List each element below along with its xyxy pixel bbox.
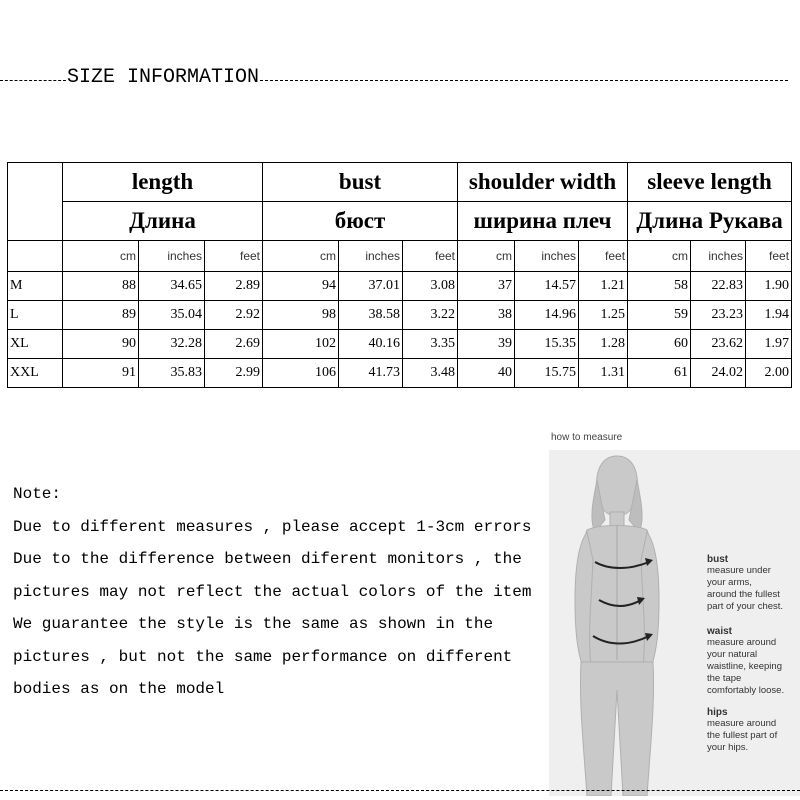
value-cell: 14.57 [515, 272, 579, 301]
value-cell: 32.28 [139, 330, 205, 359]
value-cell: 15.35 [515, 330, 579, 359]
unit-inches: inches [339, 241, 403, 272]
value-cell: 3.22 [403, 301, 458, 330]
waist-desc-line: your natural [707, 649, 758, 660]
group-shoulder-ru: ширина плеч [458, 202, 628, 241]
value-cell: 37 [458, 272, 515, 301]
value-cell: 35.04 [139, 301, 205, 330]
bust-title: bust [707, 554, 729, 565]
waist-title: waist [707, 626, 733, 637]
value-cell: 2.99 [205, 359, 263, 388]
group-length-ru: Длина [63, 202, 263, 241]
unit-feet: feet [746, 241, 792, 272]
value-cell: 1.21 [579, 272, 628, 301]
bust-desc-line: part of your chest. [707, 601, 784, 612]
note-line: pictures , but not the same performance on different [13, 647, 513, 666]
value-cell: 1.25 [579, 301, 628, 330]
value-cell: 3.48 [403, 359, 458, 388]
unit-inches: inches [691, 241, 746, 272]
unit-corner [8, 241, 63, 272]
table-row [8, 272, 792, 301]
group-bust-en: bust [263, 163, 458, 202]
legs-icon [580, 662, 653, 796]
group-bust-ru: бюст [263, 202, 458, 241]
waist-instruction [707, 626, 799, 697]
value-cell: 3.35 [403, 330, 458, 359]
value-cell: 2.89 [205, 272, 263, 301]
how-to-measure-panel [549, 450, 800, 796]
hips-desc-line: your hips. [707, 742, 749, 753]
value-cell: 1.31 [579, 359, 628, 388]
header-dash-right [260, 64, 788, 81]
value-cell: 2.69 [205, 330, 263, 359]
waist-desc-line: measure around [707, 637, 777, 648]
size-label-cell: L [8, 301, 63, 330]
value-cell: 1.94 [746, 301, 792, 330]
unit-cm: cm [263, 241, 339, 272]
value-cell: 2.92 [205, 301, 263, 330]
note-heading: Note: [13, 485, 62, 503]
size-label-cell: XL [8, 330, 63, 359]
waist-desc-line: the tape [707, 673, 742, 684]
value-cell: 91 [63, 359, 139, 388]
size-label-cell: M [8, 272, 63, 301]
corner-cell [8, 163, 63, 241]
value-cell: 90 [63, 330, 139, 359]
bust-desc-line: measure under [707, 565, 771, 576]
size-label-cell: XXL [8, 359, 63, 388]
value-cell: 15.75 [515, 359, 579, 388]
unit-inches: inches [515, 241, 579, 272]
note-line: bodies as on the model [13, 680, 225, 698]
group-shoulder-en: shoulder width [458, 163, 628, 202]
value-cell: 3.08 [403, 272, 458, 301]
value-cell: 39 [458, 330, 515, 359]
value-cell: 23.23 [691, 301, 746, 330]
value-cell: 34.65 [139, 272, 205, 301]
note-line: We guarantee the style is the same as shown in the [13, 615, 494, 633]
bust-desc-line: your arms, [707, 577, 752, 588]
hips-title: hips [707, 707, 728, 718]
bust-instruction [707, 554, 799, 613]
unit-feet: feet [205, 241, 263, 272]
unit-cm: cm [628, 241, 691, 272]
value-cell: 89 [63, 301, 139, 330]
value-cell: 106 [263, 359, 339, 388]
value-cell: 24.02 [691, 359, 746, 388]
value-cell: 40.16 [339, 330, 403, 359]
unit-feet: feet [579, 241, 628, 272]
waist-desc-line: waistline, keeping [707, 661, 782, 672]
value-cell: 40 [458, 359, 515, 388]
table-row [8, 359, 792, 388]
table-row [8, 301, 792, 330]
value-cell: 23.62 [691, 330, 746, 359]
value-cell: 38 [458, 301, 515, 330]
group-header-ru-row [8, 202, 792, 241]
unit-inches: inches [139, 241, 205, 272]
value-cell: 88 [63, 272, 139, 301]
value-cell: 38.58 [339, 301, 403, 330]
value-cell: 14.96 [515, 301, 579, 330]
value-cell: 1.28 [579, 330, 628, 359]
neck-icon [610, 512, 624, 526]
table-row [8, 330, 792, 359]
value-cell: 102 [263, 330, 339, 359]
value-cell: 22.83 [691, 272, 746, 301]
size-information-header [0, 64, 800, 92]
bust-desc-line: around the fullest [707, 589, 780, 600]
how-to-measure-label: how to measure [551, 432, 623, 443]
value-cell: 1.97 [746, 330, 792, 359]
group-header-en-row [8, 163, 792, 202]
value-cell: 94 [263, 272, 339, 301]
value-cell: 58 [628, 272, 691, 301]
value-cell: 2.00 [746, 359, 792, 388]
note-block [13, 478, 553, 706]
waist-desc-line: comfortably loose. [707, 685, 785, 696]
value-cell: 1.90 [746, 272, 792, 301]
hips-desc-line: measure around [707, 718, 777, 729]
group-length-en: length [63, 163, 263, 202]
value-cell: 59 [628, 301, 691, 330]
footer-dashed-rule [0, 790, 800, 791]
value-cell: 37.01 [339, 272, 403, 301]
header-dash-left [0, 64, 66, 81]
hips-instruction [707, 707, 799, 754]
value-cell: 35.83 [139, 359, 205, 388]
page-title: SIZE INFORMATION [67, 66, 260, 89]
value-cell: 61 [628, 359, 691, 388]
note-line: pictures may not reflect the actual colors of the item [13, 582, 532, 601]
unit-cm: cm [458, 241, 515, 272]
note-line: Due to different measures , please accept 1-3cm errors [13, 517, 532, 536]
group-sleeve-en: sleeve length [628, 163, 792, 202]
value-cell: 41.73 [339, 359, 403, 388]
unit-cm: cm [63, 241, 139, 272]
size-rows [8, 272, 792, 388]
value-cell: 98 [263, 301, 339, 330]
size-table [7, 162, 792, 388]
hips-desc-line: the fullest part of [707, 730, 778, 741]
unit-feet: feet [403, 241, 458, 272]
note-line: Due to the difference between diferent monitors , the [13, 550, 522, 568]
unit-row [8, 241, 792, 272]
group-sleeve-ru: Длина Рукава [628, 202, 792, 241]
value-cell: 60 [628, 330, 691, 359]
